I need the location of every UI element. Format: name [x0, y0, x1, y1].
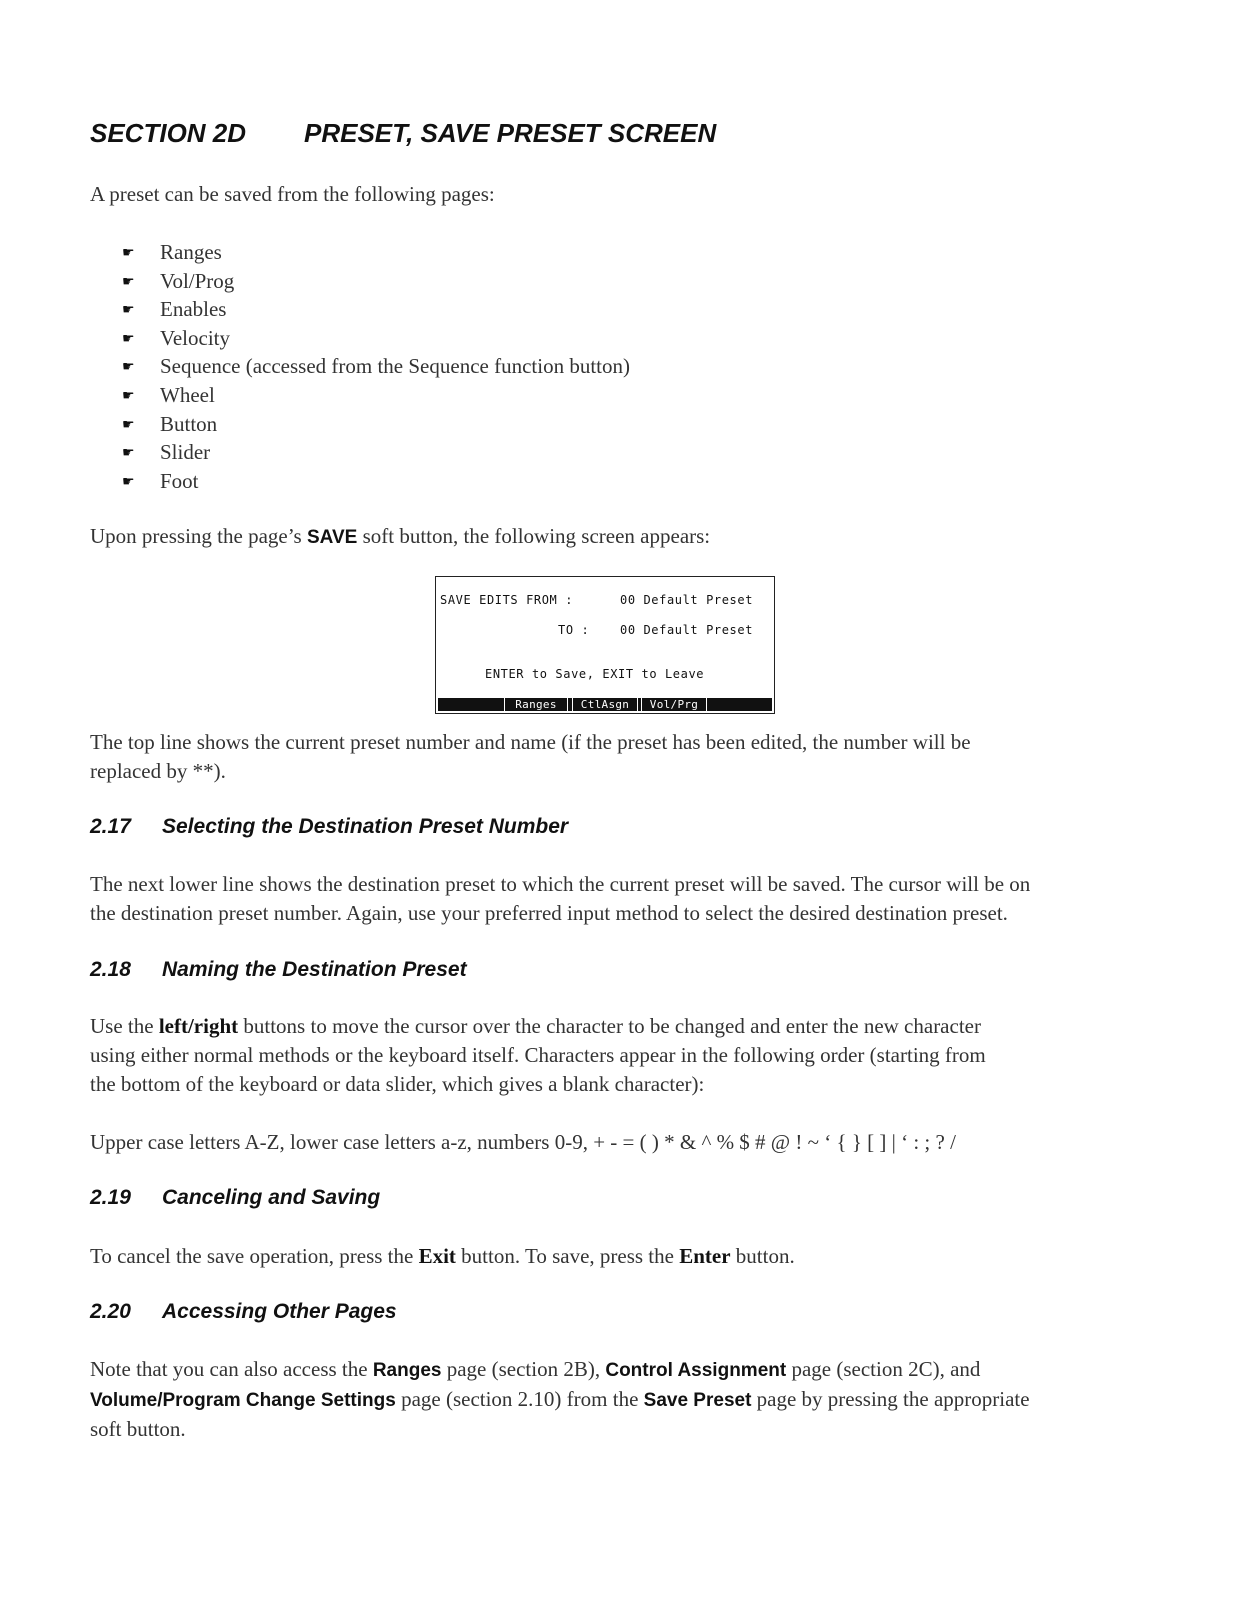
list-item: [122, 438, 630, 467]
list-item-label: Foot: [160, 468, 199, 493]
top-line-paragraph: The top line shows the current preset number and name (if the preset has been edited, the number will be replaced by **).: [90, 730, 971, 783]
pointing-hand-icon: ☛: [122, 388, 135, 404]
list-item: [122, 410, 630, 439]
volume-program-keyword: Volume/Program Change Settings: [90, 1390, 396, 1411]
list-item: [122, 324, 630, 353]
lcd-screen: [435, 576, 775, 714]
pointing-hand-icon: ☛: [122, 446, 135, 462]
save-keyword: SAVE: [306, 527, 358, 548]
character-order: Upper case letters A-Z, lower case letters a-z, numbers 0-9, + - = ( ) * & ^ % $ # @ ! ~ ‘ { } [ ] | ‘ : ; ? /: [90, 1130, 956, 1154]
paragraph-2-19: To cancel the save operation, press the Exit button. To save, press the Enter button.: [90, 1244, 795, 1268]
list-item: [122, 467, 630, 496]
pointing-hand-icon: ☛: [122, 360, 135, 376]
list-item-label: Sequence (accessed from the Sequence function button): [160, 354, 630, 379]
paragraph-2-18: Use the left/right buttons to move the cursor over the character to be changed and enter the new character using either normal methods or the keyboard itself. Characters appear in the following order (starting from the bottom of the keyboard or data slider, which gives a blank character):: [90, 1014, 986, 1096]
list-item: [122, 238, 630, 267]
ranges-keyword: Ranges: [372, 1360, 442, 1381]
softkey-ctlasgn[interactable]: CtlAsgn: [572, 698, 638, 711]
pages-list: [122, 238, 630, 495]
list-item: [122, 267, 630, 296]
section-title: PRESET, SAVE PRESET SCREEN: [304, 118, 717, 148]
exit-keyword: Exit: [418, 1244, 456, 1268]
lcd-to-label: TO :: [558, 623, 590, 637]
control-assignment-keyword: Control Assignment: [605, 1360, 787, 1381]
section-heading: [90, 118, 716, 149]
pointing-hand-icon: ☛: [122, 303, 135, 319]
document-page: [90, 0, 1140, 1600]
enter-keyword: Enter: [679, 1244, 731, 1268]
section-number: SECTION 2D: [90, 118, 247, 148]
softkey-volprg[interactable]: Vol/Prg: [641, 698, 707, 711]
list-item-label: Vol/Prog: [160, 268, 235, 293]
list-item-label: Slider: [160, 440, 211, 465]
pointing-hand-icon: ☛: [122, 474, 135, 490]
list-item-label: Ranges: [160, 240, 222, 264]
lcd-to-value: 00 Default Preset: [620, 623, 754, 637]
save-preset-keyword: Save Preset: [643, 1390, 752, 1411]
paragraph-2-20: Note that you can also access the Ranges page (section 2B), Control Assignment page (section 2C), and Volume/Program Change Settings page (section 2.10) from the Save Preset page by pressing the appropriate soft button.: [90, 1357, 1030, 1441]
heading-2-19: 2.19 Canceling and Saving: [90, 1186, 381, 1209]
paragraph-2-17: The next lower line shows the destination preset to which the current preset will be saved. The cursor will be on the destination preset number. Again, use your preferred input method to select the desired destination preset.: [90, 872, 1031, 925]
softkey-ranges[interactable]: Ranges: [504, 698, 568, 711]
list-item-label: Enables: [160, 297, 227, 322]
list-item-label: Wheel: [160, 382, 215, 407]
intro-paragraph: A preset can be saved from the following pages:: [90, 182, 495, 206]
list-item-label: Button: [160, 411, 218, 436]
heading-2-18: 2.18 Naming the Destination Preset: [90, 958, 467, 981]
pointing-hand-icon: ☛: [122, 246, 135, 261]
lcd-softkey-bar: [438, 698, 772, 711]
pointing-hand-icon: ☛: [122, 331, 135, 347]
list-item: [122, 381, 630, 410]
list-item: [122, 352, 630, 381]
list-item: [122, 295, 630, 324]
pointing-hand-icon: ☛: [122, 274, 135, 290]
pointing-hand-icon: ☛: [122, 417, 135, 433]
left-right-keyword: left/right: [158, 1014, 239, 1038]
lcd-from-label: SAVE EDITS FROM :: [440, 593, 574, 607]
lcd-instruction: ENTER to Save, EXIT to Leave: [485, 667, 705, 681]
heading-2-20: 2.20 Accessing Other Pages: [90, 1300, 397, 1323]
heading-2-17: 2.17 Selecting the Destination Preset Number: [90, 815, 569, 838]
list-item-label: Velocity: [160, 325, 230, 350]
lcd-from-value: 00 Default Preset: [620, 593, 754, 607]
save-paragraph: Upon pressing the page’s SAVE soft button, the following screen appears:: [90, 524, 711, 548]
